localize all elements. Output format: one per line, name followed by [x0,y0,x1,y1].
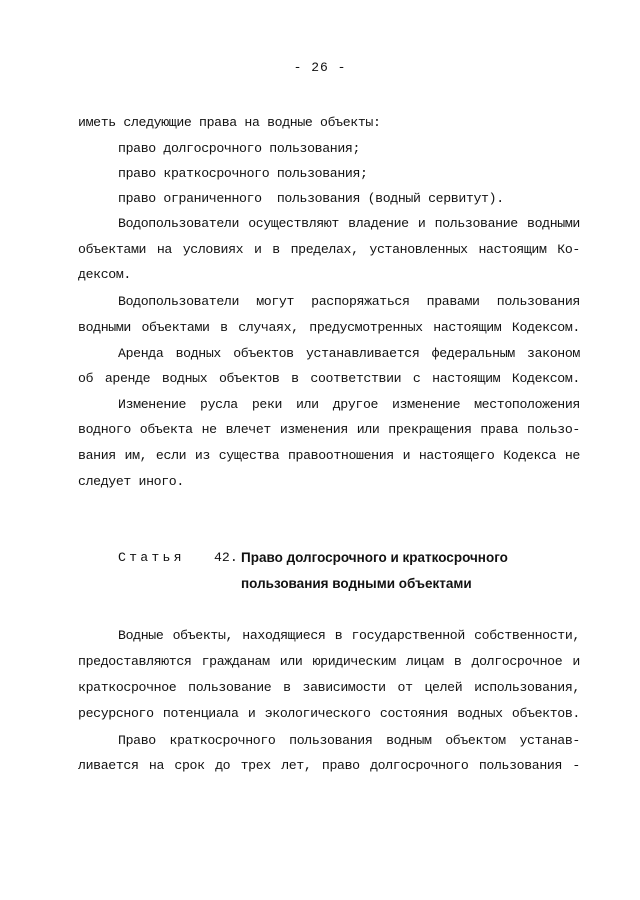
text-line: иметь следующие права на водные объекты: [78,115,381,130]
article-number: 42. [214,550,238,565]
text-line: ливается на срок до трех лет, право долгосрочного пользования - [78,758,580,773]
text-line: следует иного. [78,474,184,489]
text-line: Водные объекты, находящиеся в государственной собственности, [118,628,580,643]
text-line: краткосрочное пользование в зависимости от целей использования, [78,680,580,695]
text-line: Изменение русла реки или другое изменение местоположения [118,397,580,412]
text-line: право долгосрочного пользования; [118,141,361,156]
text-line: Водопользователи могут распоряжаться правами пользования [118,294,580,309]
page-number: - 26 - [293,60,347,75]
text-line: вания им, если из существа правоотношения и настоящего Кодекса не [78,448,580,463]
text-line: предоставляются гражданам или юридическим лицам в долгосрочное и [78,654,580,669]
article-title: пользования водными объектами [241,576,472,591]
text-line: право краткосрочного пользования; [118,166,368,181]
text-line: водными объектами в случаях, предусмотренных настоящим Кодексом. [78,320,580,335]
text-line: водного объекта не влечет изменения или прекращения права пользо- [78,422,580,437]
text-line: дексом. [78,267,131,282]
text-line: Водопользователи осуществляют владение и пользование водными [118,216,580,231]
text-line: объектами на условиях и в пределах, установленных настоящим Ко- [78,242,580,257]
article-title: Право долгосрочного и краткосрочного [241,550,508,565]
text-line: право ограниченного пользования (водный сервитут). [118,191,504,206]
article-label: Статья [118,550,185,565]
text-line: Аренда водных объектов устанавливается федеральным законом [118,346,580,361]
text-line: ресурсного потенциала и экологического состояния водных объектов. [78,706,580,721]
text-line: Право краткосрочного пользования водным объектом устанав- [118,733,580,748]
text-line: об аренде водных объектов в соответствии с настоящим Кодексом. [78,371,580,386]
